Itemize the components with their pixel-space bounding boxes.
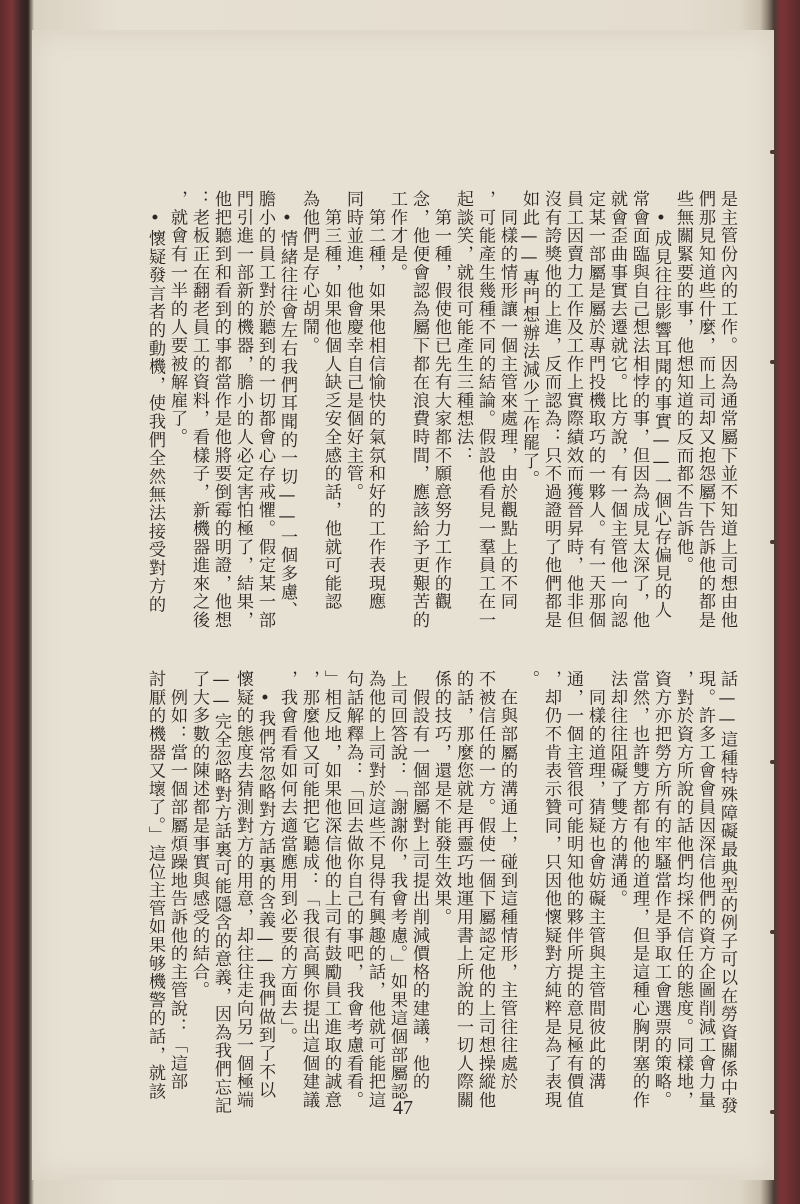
text-column: 些無關緊要的事，他想知道的反而都不告訴他。	[673, 190, 693, 575]
text-column: 假設有一個部屬對上司提出削減價格的建議，他的	[409, 670, 429, 1091]
text-column: 現。許多工會會員因深信他們的資方企圖削減工會力量	[695, 670, 715, 1110]
text-column: •成見往往影響耳聞的事實——一個心存偏見的人	[651, 190, 671, 620]
text-column: 」相反地，如果他深信他的上司有鼓勵員工進取的誠意	[321, 670, 341, 1110]
text-column: 念，他便會認為屬下都在浪費時間，應該給予更艱苦的	[409, 190, 429, 630]
upper-text-block	[98, 190, 738, 650]
text-column: 膽小的員工對於聽到的一切都會心存戒懼。假定某一部	[255, 190, 275, 630]
lower-text-block	[98, 670, 738, 1120]
text-column: 工作才是。	[387, 190, 407, 282]
text-column: 門引進一部新的機器，膽小的人必定害怕極了，結果，	[233, 190, 253, 630]
text-column: 不被信任的一方。假使一個下屬認定他的上司想操縱他	[475, 670, 495, 1110]
text-column: 同樣的情形讓一個主管來處理，由於觀點上的不同	[497, 190, 517, 611]
text-column: 句話解釋為：「回去做你自己的事吧，我會考慮看看。	[343, 670, 363, 1110]
text-column: ，却仍不肯表示贊同，只因他懷疑對方純粹是為了表現	[541, 670, 561, 1110]
text-column: 通，一個主管很可能明知他的夥伴所提的意見極有價值	[563, 670, 583, 1110]
text-column: 的話，那麼您就是再靈巧地運用書上所說的一切人際關	[453, 670, 473, 1110]
text-column: 員工因賣力工作及工作上實際績效而獲晉昇時，他非但	[563, 190, 583, 630]
binding-thread	[770, 1110, 776, 1114]
text-column: 當然，也許雙方都有他的道理，但是這種心胸閉塞的作	[629, 670, 649, 1110]
text-column: 沒有誇獎他的上進，反而認為：只不過證明了他們都是	[541, 190, 561, 630]
text-column: ——完全忽略對方話裏可能隱含的意義，因為我們忘記	[211, 670, 231, 1115]
text-column: ，就會有一半的人要被解雇了。	[167, 190, 187, 447]
binding-thread	[770, 760, 776, 764]
binding-thread	[770, 360, 776, 364]
text-column: 就會歪曲事實去遷就它。比方說，有一個主管他一向認	[607, 190, 627, 630]
text-column: ，對於資方所說的話他們均採不信任的態度。同樣地，	[673, 670, 693, 1110]
text-column: 如此——專門想辦法減少工作罷了。	[519, 190, 539, 489]
text-column: 例如：當一個部屬煩躁地告訴他的主管說：「這部	[167, 670, 187, 1091]
text-column: 起談笑，就很可能產生三種想法：	[453, 190, 473, 465]
text-column: 常會面臨與自己想法相悖的事，但因為成見太深了，他	[629, 190, 649, 630]
text-column: 第三種，如果他個人缺乏安全感的話，他就可能認	[321, 190, 341, 611]
binding-thread	[770, 930, 776, 934]
text-column: •情緒往往會左右我們耳聞的一切——一個多慮、	[277, 190, 297, 620]
text-column: 第二種，如果他相信愉快的氣氛和好的工作表現應	[365, 190, 385, 611]
text-column: ：老板正在翻老員工的資料，看樣子，新機器進來之後	[189, 190, 209, 630]
text-column: 為他們是存心胡鬧。	[299, 190, 319, 355]
text-column: 討厭的機器又壞了。」這位主管如果够機警的話，就該	[145, 670, 165, 1101]
text-column: 同時並進，他會慶幸自己是個好主管。	[343, 190, 363, 502]
text-column: 同樣的道理，猜疑也會妨礙主管與主管間彼此的溝	[585, 670, 605, 1091]
text-column: 定某一部屬是屬於專門投機取巧的一夥人。有一天那個	[585, 190, 605, 630]
book-page	[32, 30, 774, 1180]
text-column: ，那麼他又可能把它聽成：「我很高興你提出這個建議	[299, 670, 319, 1110]
text-column: 法却往往阻礙了雙方的溝通。	[607, 670, 627, 908]
text-column: 資方亦把勞方所有的牢騷當作是爭取工會選票的策略。	[651, 670, 671, 1110]
text-column: •懷疑發言者的動機，使我們全然無法接受對方的	[145, 190, 165, 614]
binding-thread	[770, 540, 776, 544]
text-column: 第一種，假使他已先有大家都不願意努力工作的觀	[431, 190, 451, 611]
text-column: 他把聽到和看到的事都當作是他將要倒霉的明證，他想	[211, 190, 231, 630]
text-column: 上司回答說：「謝謝你，我會考慮。」如果這個部屬認	[387, 670, 407, 1101]
text-column: 是主管份內的工作。因為通常屬下並不知道上司想由他	[717, 190, 737, 630]
text-column: 在與部屬的溝通上，碰到這種情形，主管往往處於	[497, 670, 517, 1091]
text-column: 懷疑的態度去猜測對方的用意，却往往走向另一個極端	[233, 670, 253, 1110]
text-column: 們那見知道些什麼，而上司却又抱怨屬下告訴他的都是	[695, 190, 715, 630]
text-column: 。	[519, 670, 539, 689]
text-column: ，我會看看如何去適當應用到必要的方面去」。	[277, 670, 297, 1046]
page-number: 47	[393, 1097, 413, 1119]
text-column: •我們常忽略對方話裏的含義——我們做到了不以	[255, 670, 275, 1100]
text-column: 話——這種特殊障礙最典型的例子可以在勞資關係中發	[717, 670, 737, 1115]
text-column: 為他的上司對於這些不見得有興趣的話，他就可能把這	[365, 670, 385, 1110]
text-column: ，可能產生幾種不同的結論。假設他看見一羣員工在一	[475, 190, 495, 630]
text-column: 了大多數的陳述都是事實與感受的結合。	[189, 670, 209, 1000]
binding-thread	[770, 150, 776, 154]
text-column: 係的技巧，還是不能發生效果。	[431, 670, 451, 927]
